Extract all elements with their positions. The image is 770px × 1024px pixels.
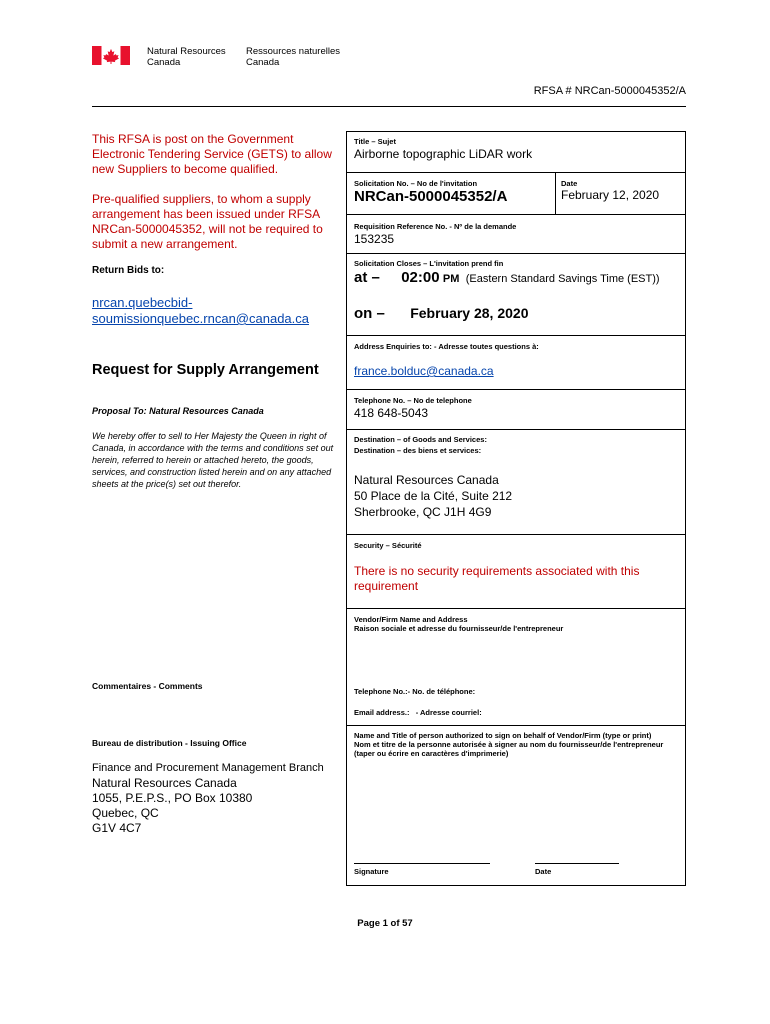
page-number: Page 1 of 57 <box>357 918 413 929</box>
gets-notice: This RFSA is post on the Government Electronic Tendering Service (GETS) to allow new Suppliers to become qualified. <box>92 132 332 176</box>
title-label: Title – Sujet <box>354 137 396 146</box>
prequalified-notice: Pre-qualified suppliers, to whom a supply arrangement has been issued under RFSA NRCan-5000045352, will not be required to submit a new arrangement. <box>92 192 323 251</box>
signature-date-line[interactable] <box>535 863 619 864</box>
rfsa-number: RFSA # NRCan-5000045352/A <box>533 85 686 97</box>
solicitation-label: Solicitation No. – No de l'invitation <box>354 179 478 188</box>
return-bids-email[interactable]: nrcan.quebecbid- soumissionquebec.rncan@canada.ca <box>92 295 309 326</box>
solicitation-number: NRCan-5000045352/A <box>354 188 508 205</box>
canada-flag-icon <box>92 46 130 65</box>
rfsa-heading: Request for Supply Arrangement <box>92 362 319 378</box>
requisition-label: Requisition Reference No. - Nº de la demande <box>354 222 517 231</box>
telephone-label: Telephone No. – No de telephone <box>354 396 472 405</box>
date-label: Date <box>561 179 578 188</box>
telephone-value: 418 648-5043 <box>354 406 429 420</box>
signature-date-label: Date <box>535 867 552 876</box>
header-divider <box>92 106 686 107</box>
authorized-signer-label: Name and Title of person authorized to sign on behalf of Vendor/Firm (type or print) Nom et titre de la personne autorisée à signer au nom du fournisseur/de l'entrepreneur (taper ou écrire en caractères d'imprimerie) <box>354 731 664 758</box>
enquiries-email[interactable]: france.bolduc@canada.ca <box>354 364 494 378</box>
destination-address: Natural Resources Canada 50 Place de la Cité, Suite 212 Sherbrooke, QC J1H 4G9 <box>354 473 513 519</box>
solicitation-form <box>346 131 686 886</box>
vendor-email-label: Email address.: - Adresse courriel: <box>354 708 482 717</box>
title-value: Airborne topographic LiDAR work <box>354 147 533 161</box>
issuing-office-label: Bureau de distribution - Issuing Office <box>92 738 247 748</box>
destination-label: Destination – of Goods and Services: Destination – des biens et services: <box>354 435 487 455</box>
signature-line[interactable] <box>354 863 490 864</box>
org-name-en: Natural Resources Canada <box>147 46 226 68</box>
offer-text: We hereby offer to sell to Her Majesty the Queen in right of Canada, in accordance with the terms and conditions set out herein, referred to herein or attached hereto, the goods, services, and construction listed herein and on any attached sheets at the price(s) set out therefor. <box>92 431 334 489</box>
closes-label: Solicitation Closes – L'invitation prend fin <box>354 259 504 268</box>
date-value: February 12, 2020 <box>561 188 660 202</box>
vendor-phone-label: Telephone No.:- No. de téléphone: <box>354 687 476 696</box>
closing-time: at – 02:00 PM (Eastern Standard Savings Time (EST)) <box>354 269 660 286</box>
return-bids-label: Return Bids to: <box>92 265 165 276</box>
enquiries-label: Address Enquiries to: - Adresse toutes questions à: <box>354 342 539 351</box>
security-label: Security – Sécurité <box>354 541 422 550</box>
org-name-fr: Ressources naturelles Canada <box>246 46 340 68</box>
requisition-value: 153235 <box>354 232 395 246</box>
comments-label: Commentaires - Comments <box>92 681 203 691</box>
security-value: There is no security requirements associated with this requirement <box>354 564 640 593</box>
vendor-label: Vendor/Firm Name and Address Raison sociale et adresse du fournisseur/de l'entrepreneur <box>354 615 564 633</box>
proposal-to: Proposal To: Natural Resources Canada <box>92 406 264 416</box>
issuing-office-address: Finance and Procurement Management Branch Natural Resources Canada 1055, P.E.P.S., PO Box 10380 Quebec, QC G1V 4C7 <box>92 762 324 835</box>
closing-date: on – February 28, 2020 <box>354 305 529 322</box>
signature-label: Signature <box>354 867 389 876</box>
